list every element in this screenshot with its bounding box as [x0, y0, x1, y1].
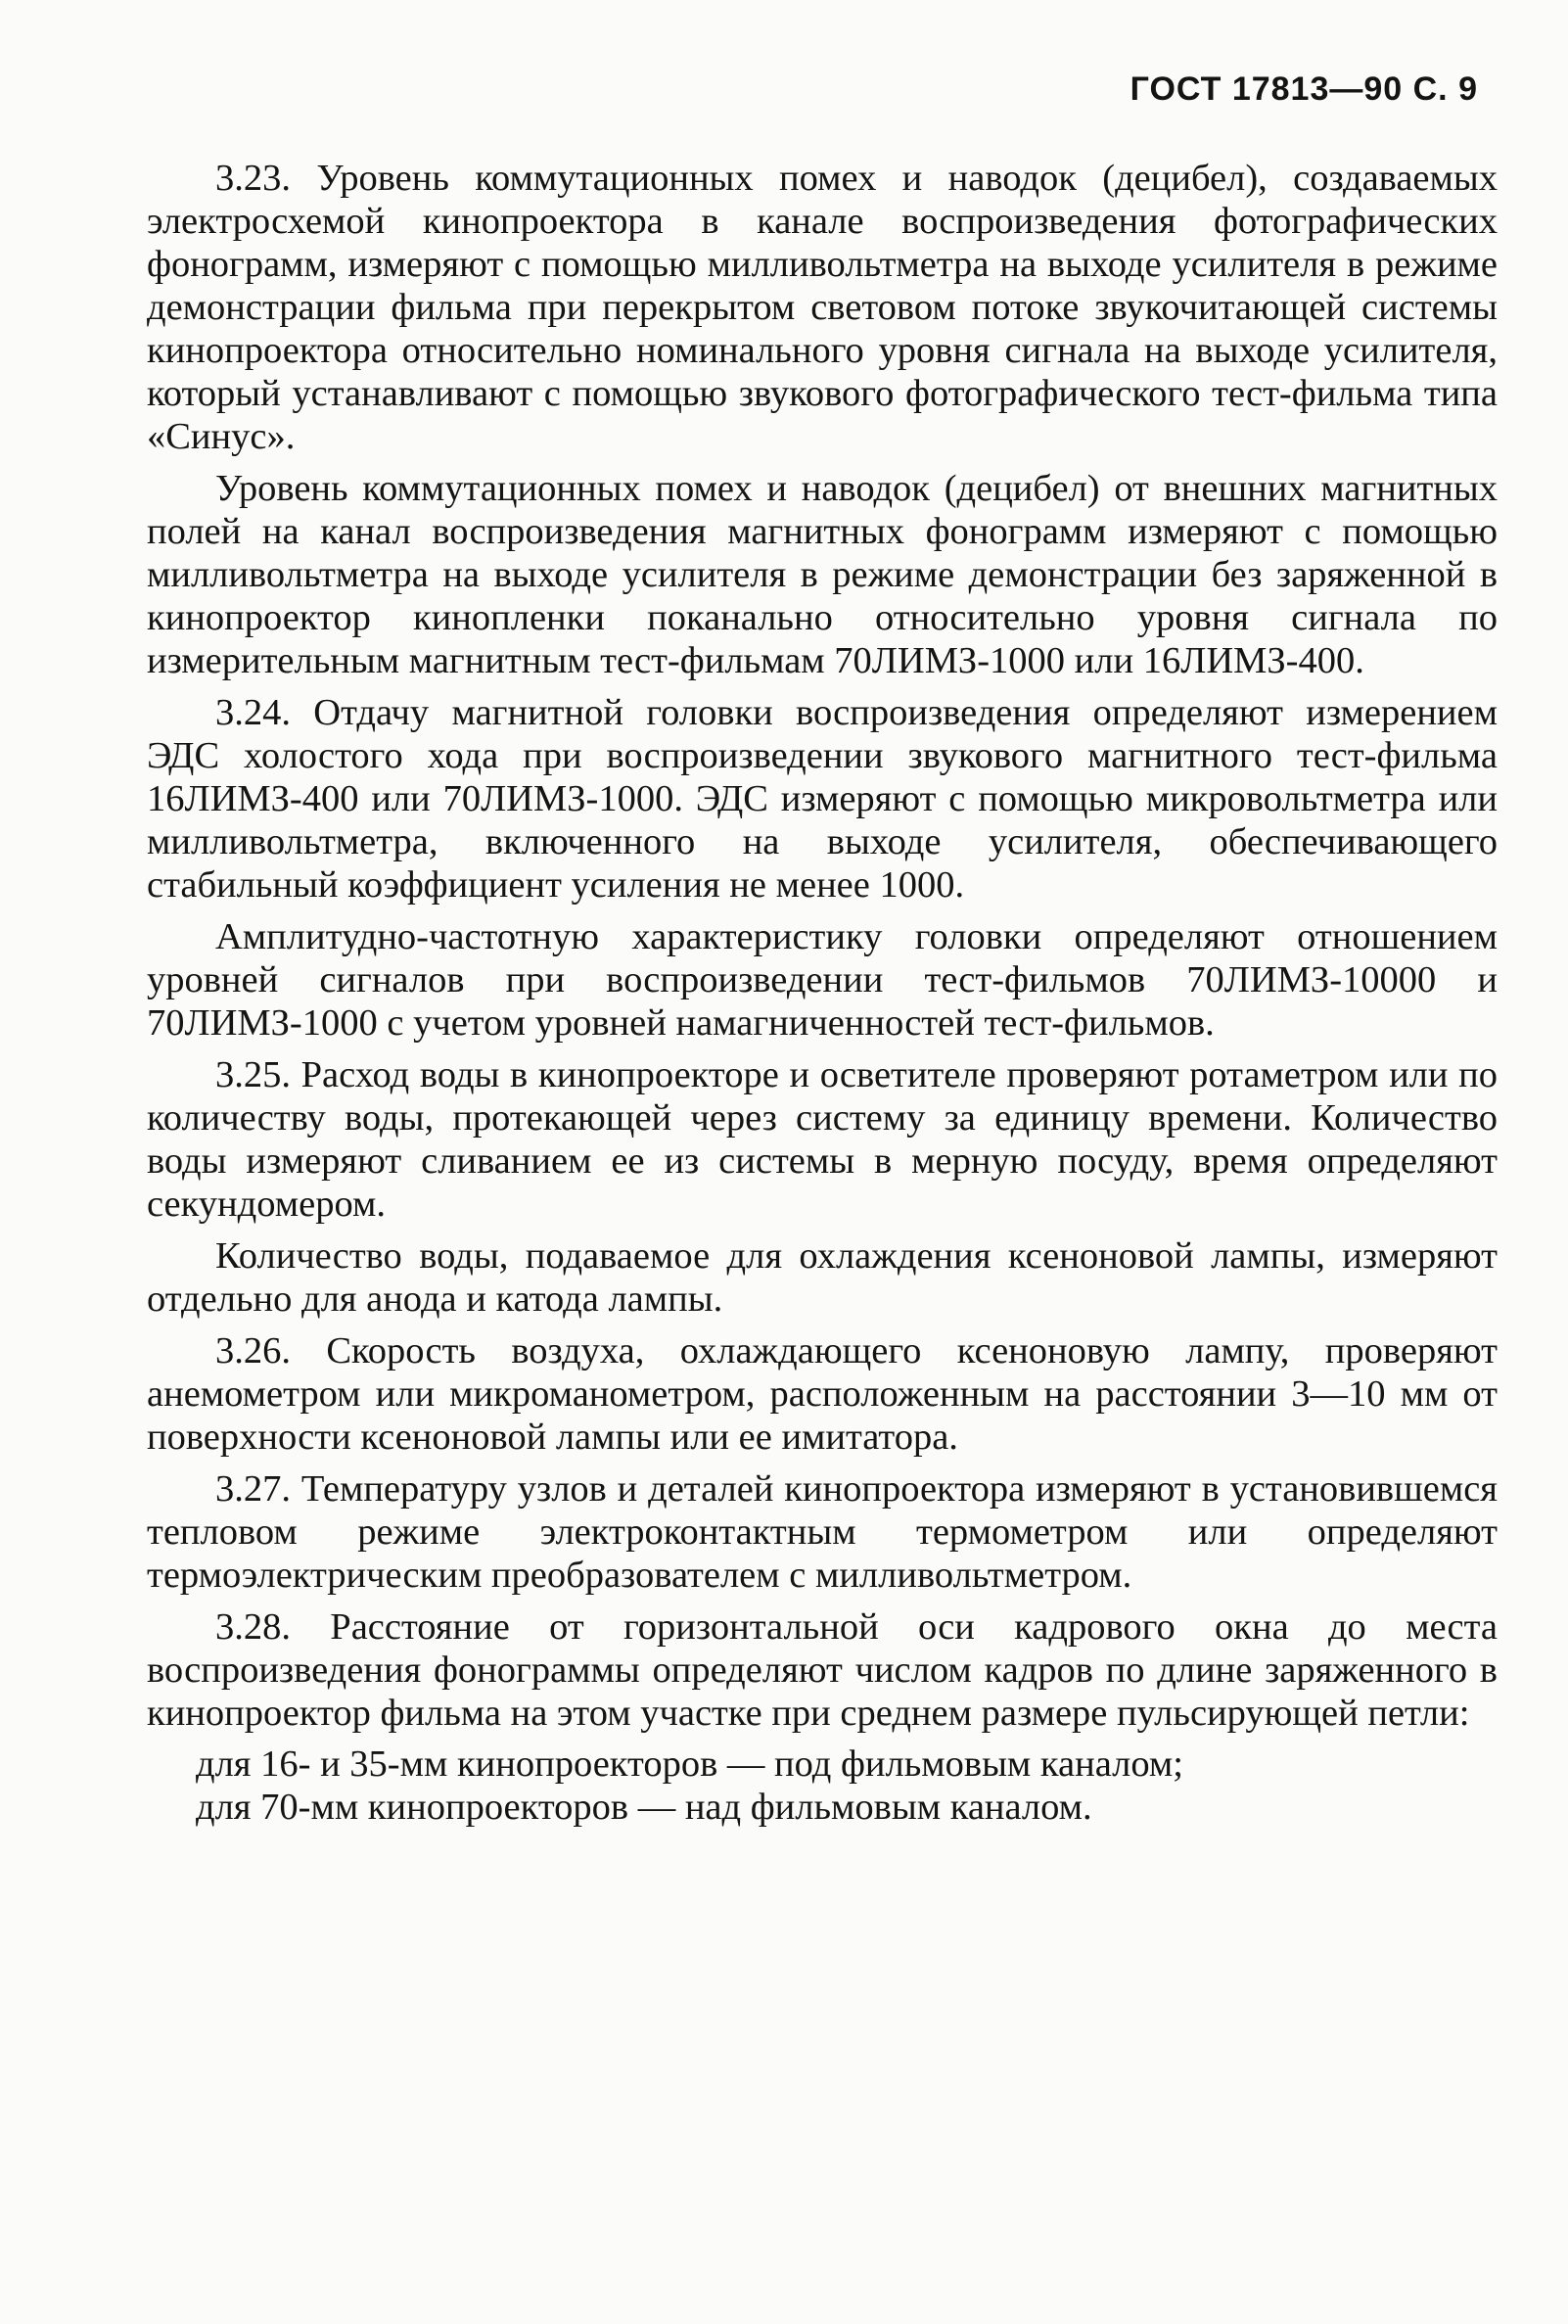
paragraph-3-26: 3.26. Скорость воздуха, охлаждающего ксеноновую лампу, проверяют анемометром или микроманометром, расположенным на расстоянии 3—10 мм от поверхности ксеноновой лампы или ее имитатора.	[147, 1330, 1498, 1458]
paragraph-3-28: 3.28. Расстояние от горизонтальной оси кадрового окна до места воспроизведения фонограммы определяют числом кадров по длине заряженного в кинопроектор фильма на этом участке при среднем размере пульсирующей петли:	[147, 1606, 1498, 1734]
page-header: ГОСТ 17813—90 С. 9	[1130, 70, 1478, 108]
paragraph-3-25-continued: Количество воды, подаваемое для охлаждения ксеноновой лампы, измеряют отдельно для анода и катода лампы.	[147, 1235, 1498, 1320]
paragraph-3-24: 3.24. Отдачу магнитной головки воспроизведения определяют измерением ЭДС холостого хода при воспроизведении звукового магнитного тест-фильма 16ЛИМЗ-400 или 70ЛИМЗ-1000. ЭДС измеряют с помощью микровольтметра или милливольтметра, включенного на выходе усилителя, обеспечивающего стабильный коэффициент усиления не менее 1000.	[147, 692, 1498, 906]
paragraph-3-27: 3.27. Температуру узлов и деталей кинопроектора измеряют в установившемся тепловом режиме электроконтактным термометром или определяют термоэлектрическим преобразователем с милливольтметром.	[147, 1468, 1498, 1596]
paragraph-3-23: 3.23. Уровень коммутационных помех и наводок (децибел), создаваемых электросхемой кинопроектора в канале воспроизведения фотографических фонограмм, измеряют с помощью милливольтметра на выходе усилителя в режиме демонстрации фильма при перекрытом световом потоке звукочитающей системы кинопроектора относительно номинального уровня сигнала на выходе усилителя, который устанавливают с помощью звукового фотографического тест-фильма типа «Синус».	[147, 158, 1498, 457]
projector-list	[147, 1743, 1498, 1829]
list-item-16-35mm: для 16- и 35-мм кинопроекторов — под фильмовым каналом;	[196, 1743, 1183, 1785]
document-body	[147, 157, 1498, 1829]
paragraph-3-24-continued: Амплитудно-частотную характеристику головки определяют отношением уровней сигналов при воспроизведении тест-фильмов 70ЛИМЗ-10000 и 70ЛИМЗ-1000 с учетом уровней намагниченностей тест-фильмов.	[147, 916, 1498, 1044]
paragraph-3-23-continued: Уровень коммутационных помех и наводок (децибел) от внешних магнитных полей на канал воспроизведения магнитных фонограмм измеряют с помощью милливольтметра на выходе усилителя в режиме демонстрации без заряженной в кинопроектор кинопленки поканально относительно уровня сигнала по измерительным магнитным тест-фильмам 70ЛИМЗ-1000 или 16ЛИМЗ-400.	[147, 468, 1498, 681]
list-item-70mm: для 70-мм кинопроекторов — над фильмовым каналом.	[196, 1787, 1092, 1828]
paragraph-3-25: 3.25. Расход воды в кинопроекторе и осветителе проверяют ротаметром или по количеству воды, протекающей через систему за единицу времени. Количество воды измеряют сливанием ее из системы в мерную посуду, время определяют секундомером.	[147, 1054, 1498, 1225]
